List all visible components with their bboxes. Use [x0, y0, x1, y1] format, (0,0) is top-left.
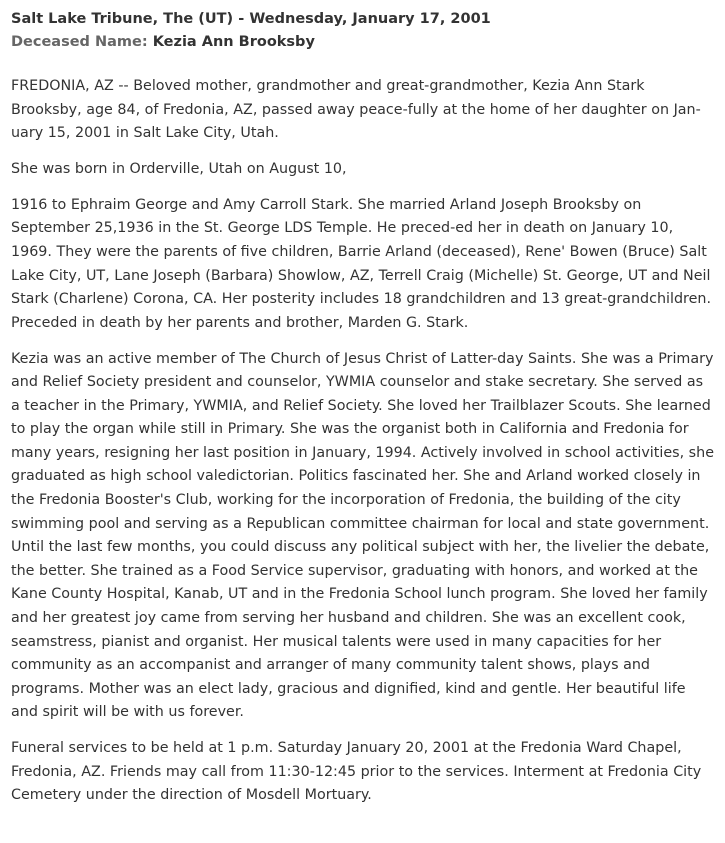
obituary-header [11, 8, 715, 54]
header-separator: - [233, 11, 250, 27]
obituary-paragraph: FREDONIA, AZ -- Beloved mother, grandmother and great-grandmother, Kezia Ann Stark Brooksby, age 84, of Fredonia, AZ, passed away peace-fully at the home of her daughter on Jan-uary 15, 2001 in Salt Lake City, Utah. [11, 78, 701, 142]
obituary-paragraph: She was born in Orderville, Utah on August 10, [11, 160, 347, 177]
publication-name: Salt Lake Tribune, The (UT) [11, 11, 234, 27]
deceased-name-value: Kezia Ann Brooksby [152, 34, 315, 50]
obituary-body [11, 75, 715, 808]
obituary-paragraph: Funeral services to be held at 1 p.m. Saturday January 20, 2001 at the Fredonia Ward Chapel, Fredonia, AZ. Friends may call from 11:30-12:45 prior to the services. Interment at Fredonia City Cemetery under the direction of Mosdell Mortuary. [11, 740, 702, 804]
deceased-name-line [11, 31, 715, 54]
source-line [11, 8, 715, 31]
obituary-paragraph: Kezia was an active member of The Church of Jesus Christ of Latter-day Saints. She was a Primary and Relief Society president and counselor, YWMIA counselor and stake secretary. She served as a teacher in the Primary, YWMIA, and Relief Society. She loved her Trailblazer Scouts. She learned to play the organ while still in Primary. She was the organist both in California and Fredonia for many years, resigning her last position in January, 1994. Actively involved in school activities, she graduated as high school valedictorian. Politics fascinated her. She and Arland worked closely in the Fredonia Booster's Club, working for the incorporation of Fredonia, the building of the city swimming pool and serving as a Republican committee chairman for local and state government. Until the last few months, you could discuss any political subject with her, the livelier the debate, the better. She trained as a Food Service supervisor, graduating with honors, and worked at the Kane County Hospital, Kanab, UT and in the Fredonia School lunch program. She loved her family and her greatest joy came from serving her husband and children. She was an excellent cook, seamstress, pianist and organist. Her musical talents were used in many capacities for her community as an accompanist and arranger of many community talent shows, plays and programs. Mother was an elect lady, gracious and dignified, kind and gentle. Her beautiful life and spirit will be with us forever. [11, 350, 714, 721]
deceased-name-label: Deceased Name: [11, 34, 153, 50]
publication-date: Wednesday, January 17, 2001 [249, 11, 491, 27]
obituary-paragraph: 1916 to Ephraim George and Amy Carroll Stark. She married Arland Joseph Brooksby on September 25,1936 in the St. George LDS Temple. He preced-ed her in death on January 10, 1969. They were the parents of five children, Barrie Arland (deceased), Rene' Bowen (Bruce) Salt Lake City, UT, Lane Joseph (Barbara) Showlow, AZ, Terrell Craig (Michelle) St. George, UT and Neil Stark (Charlene) Corona, CA. Her posterity includes 18 grandchildren and 13 great-grandchildren. Preceded in death by her parents and brother, Marden G. Stark. [11, 196, 711, 331]
